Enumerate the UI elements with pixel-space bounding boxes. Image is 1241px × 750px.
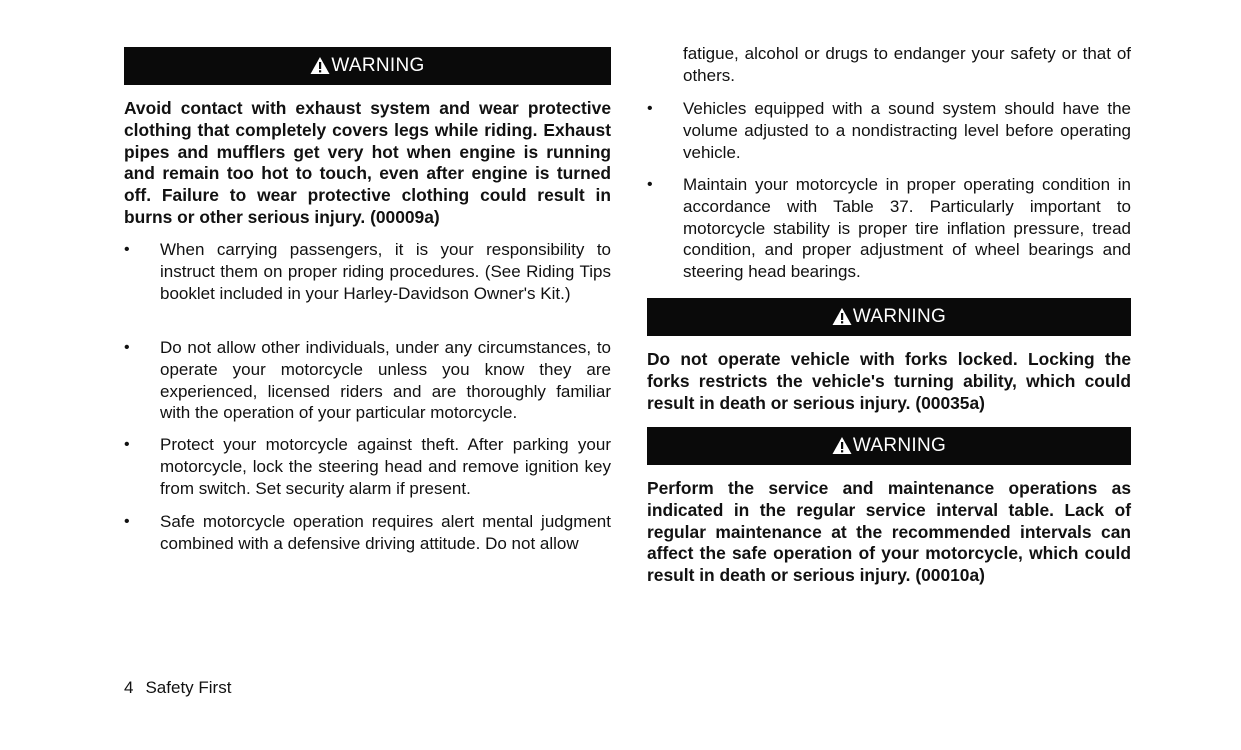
list-item	[647, 98, 1131, 163]
warning-triangle-icon	[310, 56, 330, 75]
bullet-icon: •	[124, 436, 130, 453]
warning-banner	[124, 47, 611, 85]
page-footer	[124, 677, 231, 699]
list-item-text: Vehicles equipped with a sound system should have the volume adjusted to a nondistracting level before operating vehicle.	[683, 99, 1131, 162]
list-item	[124, 511, 611, 555]
list-item	[647, 174, 1131, 283]
list-item-text: Protect your motorcycle against theft. After parking your motorcycle, lock the steering head and remove ignition key from switch. Set security alarm if present.	[160, 435, 611, 498]
warning-text: Perform the service and maintenance operations as indicated in the regular service interval table. Lack of regular maintenance at the recommended intervals can affect the safe operation of your motorcycle, which could result in death or serious injury. (00010a)	[647, 478, 1131, 586]
page-number: 4	[124, 678, 134, 697]
list-item-text: Safe motorcycle operation requires alert mental judgment combined with a defensive driving attitude. Do not allow	[160, 512, 611, 553]
continued-text: fatigue, alcohol or drugs to endanger your safety or that of others.	[683, 44, 1131, 85]
warning-text: Do not operate vehicle with forks locked. Locking the forks restricts the vehicle's turning ability, which could result in death or serious injury. (00035a)	[647, 349, 1131, 413]
warning-label: WARNING	[331, 55, 425, 76]
warning-text: Avoid contact with exhaust system and wear protective clothing that completely covers legs while riding. Exhaust pipes and mufflers get very hot when engine is running and remain too hot to touch, even after engine is turned off. Failure to wear protective clothing could result in burns or other serious injury. (00009a)	[124, 98, 611, 227]
warning-triangle-icon	[832, 436, 852, 455]
bullet-icon: •	[647, 176, 653, 193]
list-item	[124, 337, 611, 424]
warning-label: WARNING	[852, 435, 947, 456]
warning-triangle-icon	[832, 307, 852, 326]
list-item	[124, 239, 611, 304]
warning-banner	[647, 298, 1131, 336]
bullet-icon: •	[124, 241, 130, 258]
list-item-text: Maintain your motorcycle in proper operating condition in accordance with Table 37. Particularly important to motorcycle stability is proper tire inflation pressure, tread condition, and proper adjustment of wheel bearings and steering head bearings.	[683, 175, 1131, 282]
bullet-icon: •	[124, 513, 130, 530]
bullet-icon: •	[647, 100, 653, 117]
bullet-icon: •	[124, 339, 130, 356]
warning-banner	[647, 427, 1131, 465]
section-title: Safety First	[145, 678, 232, 697]
list-item-text: When carrying passengers, it is your responsibility to instruct them on proper riding procedures. (See Riding Tips booklet included in your Harley-Davidson Owner's Kit.)	[160, 240, 611, 303]
list-item-text: Do not allow other individuals, under any circumstances, to operate your motorcycle unless you know they are experienced, licensed riders and are thoroughly familiar with the operation of your particular motorcycle.	[160, 338, 611, 423]
warning-label: WARNING	[852, 306, 947, 327]
list-item	[124, 434, 611, 499]
